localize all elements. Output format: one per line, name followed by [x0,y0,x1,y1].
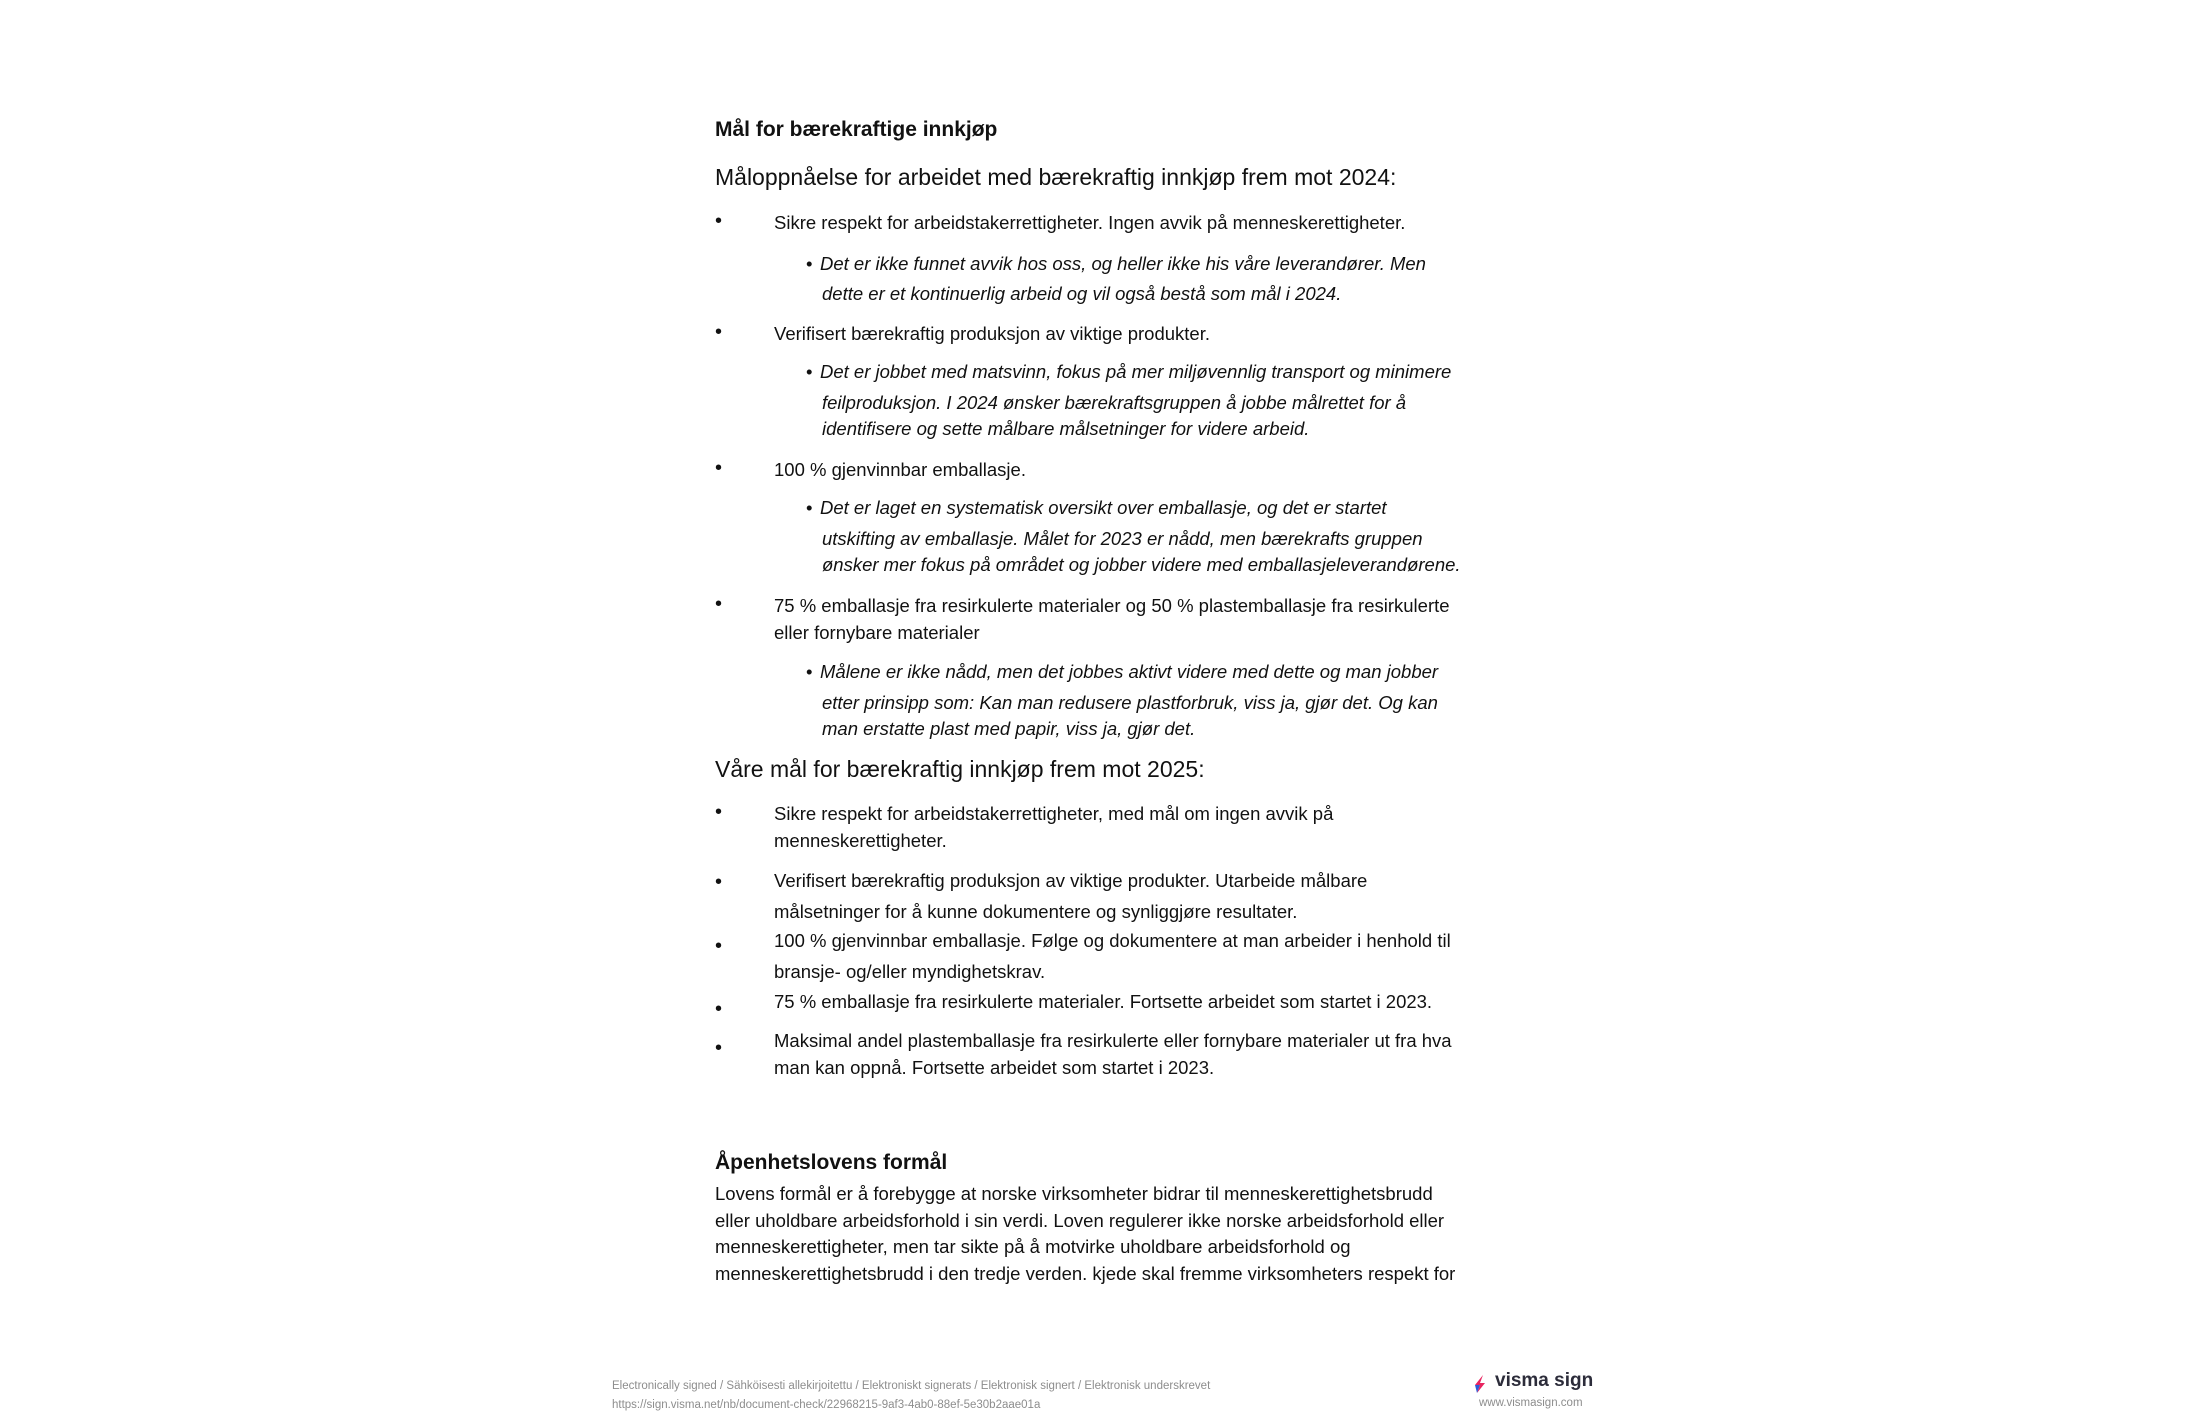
signature-footer [612,1377,1210,1415]
section-heading-sustainable-procurement: Mål for bærekraftige innkjøp [715,118,998,141]
bullet-icon: • [715,457,723,479]
brand-name: visma sign [1495,1370,1594,1391]
note-line: • Det er ikke funnet avvik hos oss, og heller ikke his våre leverandører. Men [806,251,1426,278]
note-line: • Det er jobbet med matsvinn, fokus på mer miljøvennlig transport og minimere [806,359,1451,386]
list-item-line: Verifisert bærekraftig produksjon av viktige produkter. [774,323,1210,344]
list-item [774,321,1210,348]
bullet-icon: • [806,253,813,274]
paragraph-line: menneskerettighetsbrudd i den tredje verden. kjede skal fremme virksomheters respekt for [715,1262,1456,1284]
list-item [774,457,1026,484]
list-item-line: 75 % emballasje fra resirkulerte materialer og 50 % plastemballasje fra resirkulerte [774,595,1450,616]
list-item-line: Sikre respekt for arbeidstakerrettigheter, med mål om ingen avvik på [774,803,1334,824]
list-item-line: 75 % emballasje fra resirkulerte materialer. Fortsette arbeidet som startet i 2023. [774,991,1433,1012]
bullet-icon: • [715,593,723,615]
section-heading-transparency-act: Åpenhetslovens formål [715,1151,948,1174]
list-item-note [806,495,1461,579]
list-item [774,210,1405,237]
list-item [774,928,1451,985]
list-item [774,868,1367,925]
list-item-line: bransje- og/eller myndighetskrav. [774,960,1046,982]
note-line: etter prinsipp som: Kan man redusere plastforbruk, viss ja, gjør det. Og kan [822,691,1438,713]
note-line: • Målene er ikke nådd, men det jobbes aktivt videre med dette og man jobber [806,659,1438,686]
bullet-icon: • [715,1037,723,1059]
list-item-note [806,659,1438,743]
list-item-line: Maksimal andel plastemballasje fra resirkulerte eller fornybare materialer ut fra hva [774,1030,1452,1051]
list-item-line: menneskerettigheter. [774,829,947,851]
paragraph-line: eller uholdbare arbeidsforhold i sin verdi. Loven regulerer ikke norske arbeidsforhold eller [715,1209,1445,1231]
brand-url[interactable]: www.vismasign.com [1479,1397,1583,1409]
bullet-icon: • [715,871,723,893]
subheading-2025-goals: Våre mål for bærekraftig innkjøp frem mot 2025: [715,756,1205,782]
list-item-note [806,359,1451,443]
list-item-line: Verifisert bærekraftig produksjon av viktige produkter. Utarbeide målbare [774,870,1368,891]
bullet-icon: • [715,998,723,1020]
subheading-2024-achievement: Måloppnåelse for arbeidet med bærekraftig innkjøp frem mot 2024: [715,164,1397,190]
note-line: ønsker mer fokus på området og jobber videre med emballasjeleverandørene. [822,554,1461,575]
list-item-line: Sikre respekt for arbeidstakerrettigheter. Ingen avvik på menneskerettigheter. [774,212,1406,233]
bullet-icon: • [715,801,723,823]
bullet-icon: • [806,361,813,382]
list-item [774,593,1450,646]
paragraph-line: menneskerettigheter, men tar sikte på å motvirke uholdbare arbeidsforhold og [715,1236,1351,1257]
bullet-icon: • [806,661,813,682]
note-line: • Det er laget en systematisk oversikt over emballasje, og det er startet [806,495,1461,522]
note-line: man erstatte plast med papir, viss ja, gjør det. [822,718,1196,739]
note-line: utskifting av emballasje. Målet for 2023 er nådd, men bærekrafts gruppen [822,527,1423,549]
paragraph-line: Lovens formål er å forebygge at norske virksomheter bidrar til menneskerettighetsbrudd [715,1183,1433,1204]
list-item-line: målsetninger for å kunne dokumentere og synliggjøre resultater. [774,900,1298,922]
list-item-line: eller fornybare materialer [774,621,980,643]
bullet-icon: • [806,497,813,518]
list-item-line: 100 % gjenvinnbar emballasje. [774,459,1026,480]
bullet-icon: • [715,210,723,232]
electronic-signature-text: Electronically signed / Sähköisesti allekirjoitettu / Elektroniskt signerats / Elektronisk signert / Elektronisk underskrevet [612,1380,1211,1392]
paragraph-transparency-act [715,1181,1455,1287]
note-line: identifisere og sette målbare målsetninger for videre arbeid. [822,418,1310,439]
bullet-icon: • [715,321,723,343]
list-item [774,801,1333,854]
list-item-note [806,251,1426,307]
list-item-line: 100 % gjenvinnbar emballasje. Følge og dokumentere at man arbeider i henhold til [774,930,1451,951]
document-check-link[interactable]: https://sign.visma.net/nb/document-check/22968215-9af3-4ab0-88ef-5e30b2aae01a [612,1399,1041,1411]
note-line: dette er et kontinuerlig arbeid og vil også bestå som mål i 2024. [822,282,1342,304]
bullet-icon: • [715,935,723,957]
list-item-line: man kan oppnå. Fortsette arbeidet som startet i 2023. [774,1056,1215,1078]
list-item [774,989,1432,1016]
visma-sign-mark-icon [1469,1373,1491,1395]
note-line: feilproduksjon. I 2024 ønsker bærekraftsgruppen å jobbe målrettet for å [822,391,1407,413]
list-item [774,1028,1452,1081]
